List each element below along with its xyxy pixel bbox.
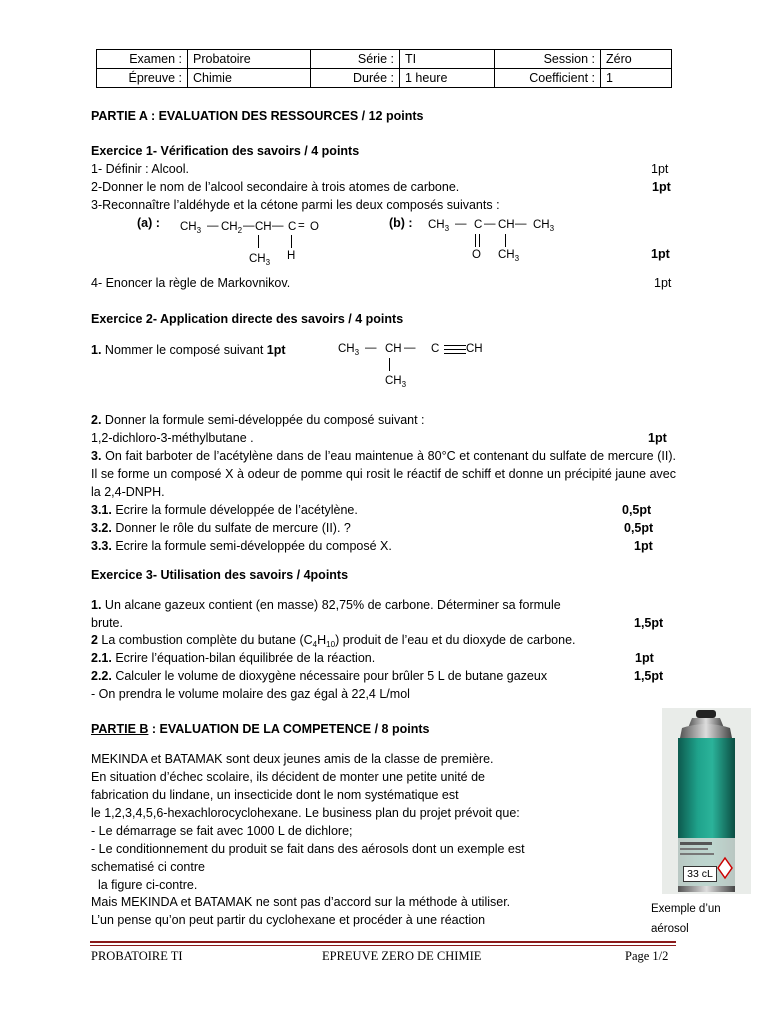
ex1-q2-points: 1pt — [652, 180, 671, 194]
bond: — — [272, 220, 284, 232]
atom-ch: CH — [255, 221, 272, 233]
ex2-question-2 — [91, 411, 425, 429]
header-row-1 — [97, 50, 672, 69]
subscript: 2 — [237, 226, 243, 235]
question-text: Ecrire la formule semi-développée du composé X. — [111, 539, 392, 553]
question-number: 3. — [91, 449, 102, 463]
footer-left: PROBATOIRE TI — [91, 949, 183, 963]
part-b-line: la figure ci-contre. — [91, 878, 198, 892]
session-label: Session : — [495, 50, 601, 69]
examen-value: Probatoire — [188, 50, 311, 69]
coefficient-value: 1 — [601, 69, 672, 88]
coefficient-label: Coefficient : — [495, 69, 601, 88]
footer-center: EPREUVE ZERO DE CHIMIE — [322, 949, 482, 963]
ex2-q3-3-points: 1pt — [634, 539, 653, 553]
ex2-question-3-1 — [91, 501, 358, 519]
question-text: Calculer le volume de dioxygène nécessaire pour brûler 5 L de butane gazeux — [111, 669, 548, 683]
part-b-line: En situation d’échec scolaire, ils décident de monter une petite unité de — [91, 770, 485, 784]
part-b-label: PARTIE B — [91, 722, 149, 736]
atom-ch3: CH — [498, 249, 515, 261]
exercise-2-title: Exercice 2- Application directe des savoirs / 4 points — [91, 312, 404, 326]
question-number: 1. — [91, 343, 102, 357]
session-value: Zéro — [601, 50, 672, 69]
bond-vertical — [258, 235, 259, 248]
ex2-q3-1-points: 0,5pt — [622, 503, 652, 517]
footer-page-number: Page 1/2 — [625, 949, 669, 963]
ex1-question-3: 3-Reconnaître l’aldéhyde et la cétone parmi les deux composés suivants : — [91, 198, 500, 212]
exam-header-table — [96, 49, 672, 88]
serie-label: Série : — [311, 50, 400, 69]
question-number: 2.1. — [91, 651, 112, 665]
caption-line: Exemple d’un — [651, 903, 721, 915]
bond-vertical — [389, 358, 390, 371]
atom-ch: CH — [385, 343, 402, 355]
part-b-line: le 1,2,3,4,5,6-hexachlorocyclohexane. Le business plan du projet prévoit que: — [91, 806, 520, 820]
compound-a-label: (a) : — [137, 216, 160, 230]
triple-bond — [444, 353, 466, 354]
bond-vertical — [505, 234, 506, 247]
aerosol-caption — [651, 899, 721, 939]
exercise-3-title: Exercice 3- Utilisation des savoirs / 4points — [91, 568, 349, 582]
bond: — — [365, 342, 377, 354]
part-b-line: - Le démarrage se fait avec 1000 L de dichlore; — [91, 824, 353, 838]
double-bond-vertical — [475, 234, 476, 247]
atom-c: C — [288, 221, 297, 233]
compound-b-formula — [428, 219, 578, 269]
ex2-q3-2-points: 0,5pt — [624, 521, 654, 535]
exercise-1-title: Exercice 1- Vérification des savoirs / 4 points — [91, 144, 360, 158]
compound-a-formula — [180, 221, 330, 271]
bond: — — [404, 342, 416, 354]
duree-value: 1 heure — [400, 69, 495, 88]
ex3-note: - On prendra le volume molaire des gaz égal à 22,4 L/mol — [91, 687, 410, 701]
atom-ch3: CH — [180, 221, 197, 233]
bond: — — [243, 220, 255, 232]
epreuve-label: Épreuve : — [97, 69, 188, 88]
question-number: 3.1. — [91, 503, 112, 517]
question-number: 2 — [91, 633, 98, 647]
duree-label: Durée : — [311, 69, 400, 88]
footer-rule — [90, 945, 676, 946]
ex2-q2-points: 1pt — [648, 431, 667, 445]
question-text: La combustion complète du butane (C — [97, 633, 313, 647]
ex1-question-1: 1- Définir : Alcool. — [91, 162, 189, 176]
examen-label: Examen : — [97, 50, 188, 69]
bond: — — [455, 218, 467, 230]
header-row-2 — [97, 69, 672, 88]
ex1-q4-points: 1pt — [654, 276, 672, 290]
atom-ch: CH — [498, 219, 515, 231]
question-text: On fait barboter de l’acétylène dans de l’eau maintenue à 80°C et contenant du sulfate de mercure (II). Il se forme un composé X à odeur de pomme qui rosit le réactif de schiff et donne un précipité jaune avec la 2,4-DNPH. — [91, 449, 676, 499]
ex3-q2-2-points: 1,5pt — [634, 669, 664, 683]
ex1-q1-points: 1pt — [651, 162, 669, 176]
question-number: 2. — [91, 413, 102, 427]
ex3-question-2-1 — [91, 649, 375, 667]
part-b-title-text: : EVALUATION DE LA COMPETENCE / 8 points — [148, 722, 430, 736]
ex2-question-3-3 — [91, 537, 392, 555]
bond: — — [484, 218, 496, 230]
ex3-question-1-cont: brute. — [91, 616, 123, 630]
part-b-line: schematisé ci contre — [91, 860, 205, 874]
part-a-title: PARTIE A : EVALUATION DES RESSOURCES / 12 points — [91, 109, 424, 123]
part-b-line: L’un pense qu’on peut partir du cyclohexane et procéder à une réaction — [91, 913, 486, 927]
subscript: 3 — [265, 258, 271, 267]
ex2-q2-compound-name: 1,2-dichloro-3-méthylbutane . — [91, 431, 254, 445]
atom-ch3: CH — [428, 219, 445, 231]
triple-bond — [444, 349, 466, 350]
ex2-compound-formula — [338, 343, 498, 393]
compound-b-label: (b) : — [389, 216, 413, 230]
subscript: 4 — [312, 640, 318, 649]
double-bond: = — [298, 220, 305, 232]
epreuve-value: Chimie — [188, 69, 311, 88]
ex2-question-1 — [91, 341, 286, 359]
atom-ch3: CH — [533, 219, 550, 231]
atom-o: O — [472, 249, 481, 261]
subscript: 3 — [401, 380, 407, 389]
question-text: Un alcane gazeux contient (en masse) 82,75% de carbone. Déterminer sa formule — [101, 598, 561, 612]
atom-c: C — [431, 343, 440, 355]
question-number: 2.2. — [91, 669, 112, 683]
question-text: Ecrire l’équation-bilan équilibrée de la réaction. — [111, 651, 376, 665]
atom-ch2: CH — [221, 221, 238, 233]
part-b-line: - Le conditionnement du produit se fait dans des aérosols dont un exemple est — [91, 842, 525, 856]
subscript: 3 — [354, 348, 360, 357]
atom-c: C — [474, 219, 483, 231]
atom-ch3: CH — [385, 375, 402, 387]
triple-bond — [444, 345, 466, 346]
bond: — — [207, 220, 219, 232]
caption-line: aérosol — [651, 923, 689, 935]
part-b-line: fabrication du lindane, un insecticide dont le nom systématique est — [91, 788, 459, 802]
ex1-question-4: 4- Enoncer la règle de Markovnikov. — [91, 276, 291, 290]
bond: — — [515, 218, 527, 230]
subscript: 3 — [196, 226, 202, 235]
question-number: 1. — [91, 598, 102, 612]
atom-h: H — [287, 250, 296, 262]
subscript: 10 — [326, 640, 336, 649]
ex3-question-1 — [91, 596, 561, 614]
ex3-q2-1-points: 1pt — [635, 651, 654, 665]
question-text: Donner la formule semi-développée du composé suivant : — [101, 413, 425, 427]
question-text: Donner le rôle du sulfate de mercure (II). ? — [111, 521, 351, 535]
question-number: 3.2. — [91, 521, 112, 535]
question-number: 3.3. — [91, 539, 112, 553]
aerosol-photo — [662, 708, 751, 894]
question-text: ) produit de l’eau et du dioxyde de carbone. — [335, 633, 576, 647]
double-bond-vertical — [479, 234, 480, 247]
question-text: Ecrire la formule développée de l’acétylène. — [111, 503, 358, 517]
part-b-line: MEKINDA et BATAMAK sont deux jeunes amis de la classe de première. — [91, 752, 494, 766]
part-b-title — [91, 720, 429, 738]
ex2-question-3-2 — [91, 519, 351, 537]
ex3-question-2-2 — [91, 667, 547, 685]
serie-value: TI — [400, 50, 495, 69]
question-text: Nommer le composé suivant — [101, 343, 267, 357]
subscript: 3 — [514, 254, 520, 263]
can-volume-label: 33 cL — [683, 866, 717, 882]
subscript: 3 — [444, 224, 450, 233]
ex2-q1-points: 1pt — [266, 343, 286, 357]
ex1-question-2: 2-Donner le nom de l’alcool secondaire à trois atomes de carbone. — [91, 180, 460, 194]
ex2-question-3 — [91, 447, 676, 501]
atom-ch3: CH — [338, 343, 355, 355]
atom-ch: CH — [466, 343, 483, 355]
footer-rule — [90, 941, 676, 943]
bond-vertical — [291, 235, 292, 248]
ex1-q3-points: 1pt — [651, 247, 670, 261]
atom-o: O — [310, 221, 319, 233]
part-b-line: Mais MEKINDA et BATAMAK ne sont pas d’accord sur la méthode à utiliser. — [91, 895, 511, 909]
atom-ch3: CH — [249, 253, 266, 265]
ex3-q1-points: 1,5pt — [634, 616, 664, 630]
subscript: 3 — [549, 224, 555, 233]
ex3-question-2 — [91, 631, 576, 649]
question-text: H — [317, 633, 327, 647]
